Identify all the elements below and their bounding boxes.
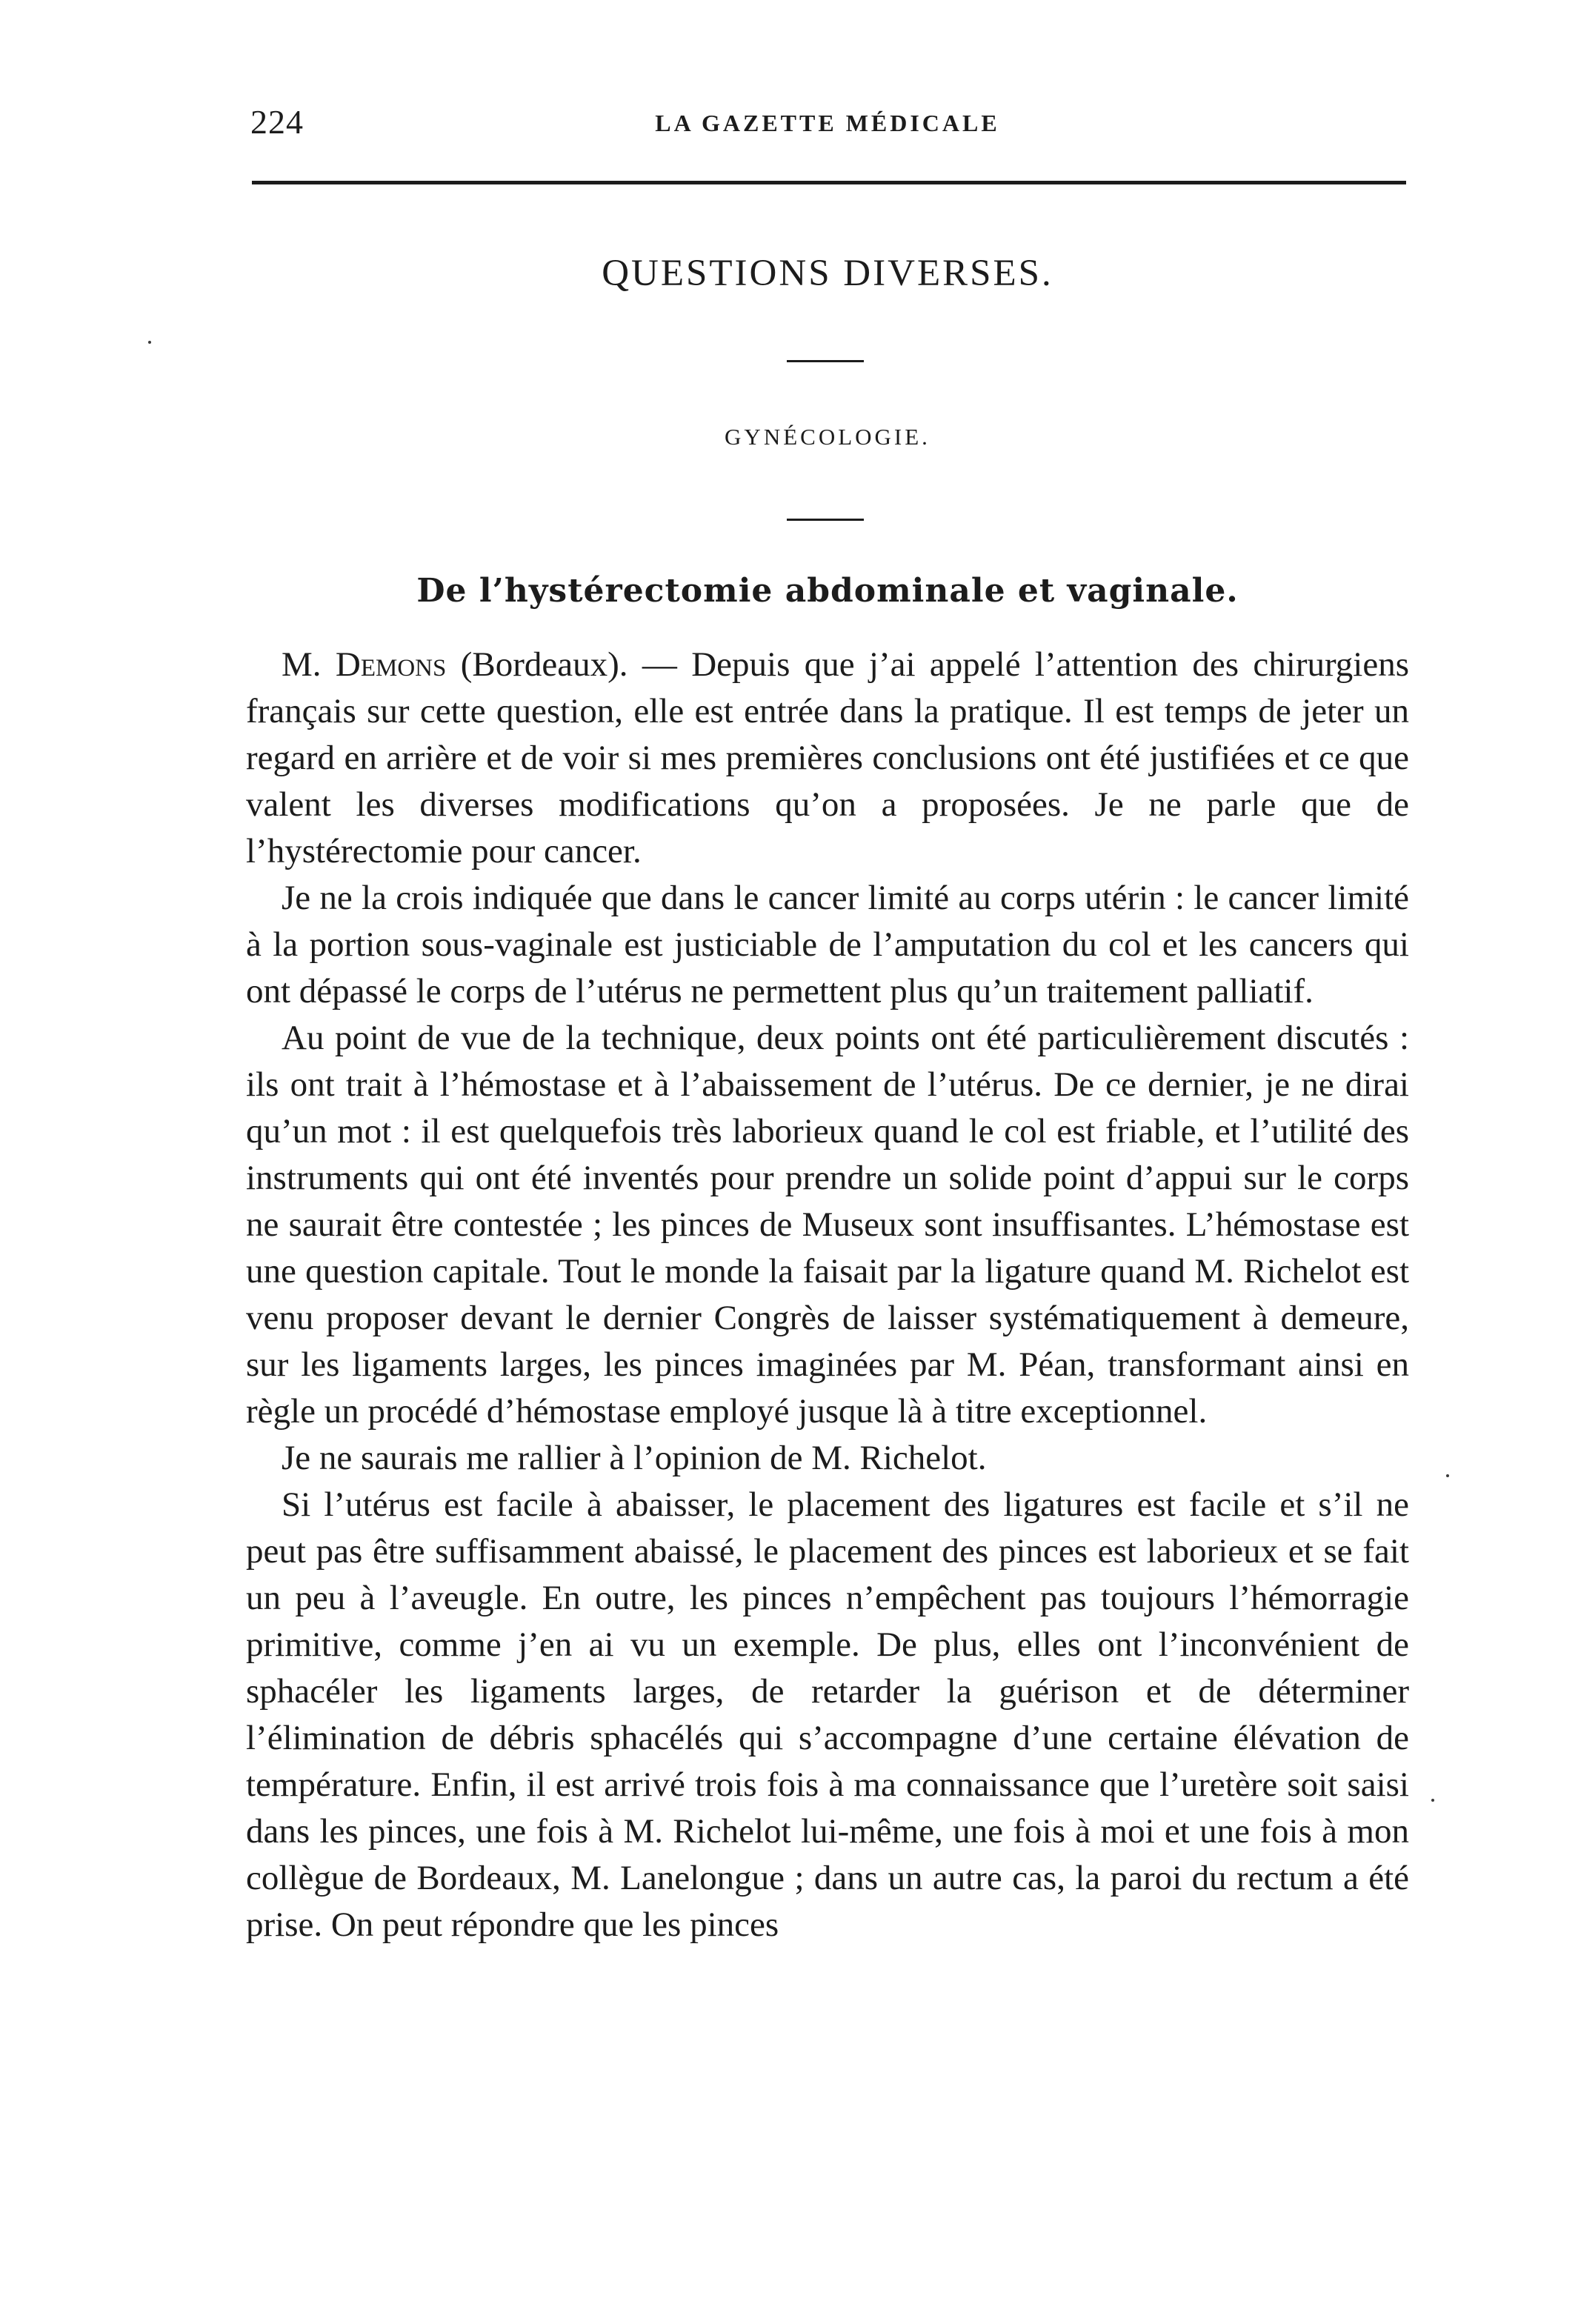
paragraph-1-text: (Bordeaux). — Depuis que j’ai appelé l’attention des chirurgiens français sur cette question, elle est entrée dans la pratique. Il est temps de jeter un regard en arrière et de voir si mes premières conclusions ont été justifiées et ce que valent les diverses modifications qu’on a proposées. Je ne parle que de l’hystérectomie pour cancer. bbox=[246, 645, 1410, 870]
subsection-title: GYNÉCOLOGIE. bbox=[725, 424, 931, 450]
article-title: De l’hystérectomie abdominale et vaginale. bbox=[416, 572, 1239, 610]
header-rule bbox=[252, 181, 1406, 184]
paragraph-5: Si l’utérus est facile à abaisser, le placement des ligatures est facile et s’il ne peut pas être suffisamment abaissé, le placement des pinces est laborieux et se fait un peu à l’aveugle. En outre, les pinces n’empêchent pas toujours l’hémorragie primitive, comme j’en ai vu un exemple. De plus, elles ont l’inconvénient de sphacéler les ligaments larges, de retarder la guérison et de déterminer l’élimination de débris sphacélés qui s’accompagne d’une certaine élévation de température. Enfin, il est arrivé trois fois à ma connaissance que l’uretère soit saisi dans les pinces, une fois à M. Richelot lui-même, une fois à moi et une fois à mon collègue de Bordeaux, M. Lanelongue ; dans un autre cas, la paroi du rectum a été prise. On peut répondre que les pinces bbox=[246, 1485, 1409, 1944]
article-body bbox=[246, 642, 1409, 1948]
page-number: 224 bbox=[250, 103, 304, 141]
paragraph-4: Je ne saurais me rallier à l’opinion de M. Richelot. bbox=[282, 1439, 987, 1477]
paragraph-2: Je ne la crois indiquée que dans le cancer limité au corps utérin : le cancer limité à la portion sous-vaginale est justiciable de l’amputation du col et les cancers qui ont dépassé le corps de l’utérus ne permettent plus qu’un traitement palliatif. bbox=[246, 879, 1409, 1010]
journal-title: LA GAZETTE MÉDICALE bbox=[655, 110, 1000, 136]
paragraph-1 bbox=[246, 642, 1409, 875]
print-speck bbox=[1431, 1799, 1434, 1802]
print-speck bbox=[148, 341, 151, 344]
section-divider bbox=[787, 360, 864, 362]
print-speck bbox=[1446, 1474, 1449, 1477]
author-prefix: M. bbox=[282, 645, 336, 684]
author-name: Demons bbox=[335, 645, 447, 684]
running-head bbox=[246, 102, 1409, 147]
section-title: QUESTIONS DIVERSES. bbox=[602, 253, 1053, 294]
subsection-divider bbox=[787, 519, 864, 521]
paragraph-3: Au point de vue de la technique, deux points ont été particulièrement discutés : ils ont trait à l’hémostase et à l’abaissement de l’utérus. De ce dernier, je ne dirai qu’un mot : il est quelquefois très laborieux quand le col est friable, et l’utilité des instruments qui ont été inventés pour prendre un solide point d’appui sur le corps ne saurait être contestée ; les pinces de Museux sont insuffisantes. L’hémostase est une question capitale. Tout le monde la faisait par la ligature quand M. Richelot est venu proposer devant le dernier Congrès de laisser systématiquement à demeure, sur les ligaments larges, les pinces imaginées par M. Péan, transformant ainsi en règle un procédé d’hémostase employé jusque là à titre exceptionnel. bbox=[246, 1019, 1409, 1431]
